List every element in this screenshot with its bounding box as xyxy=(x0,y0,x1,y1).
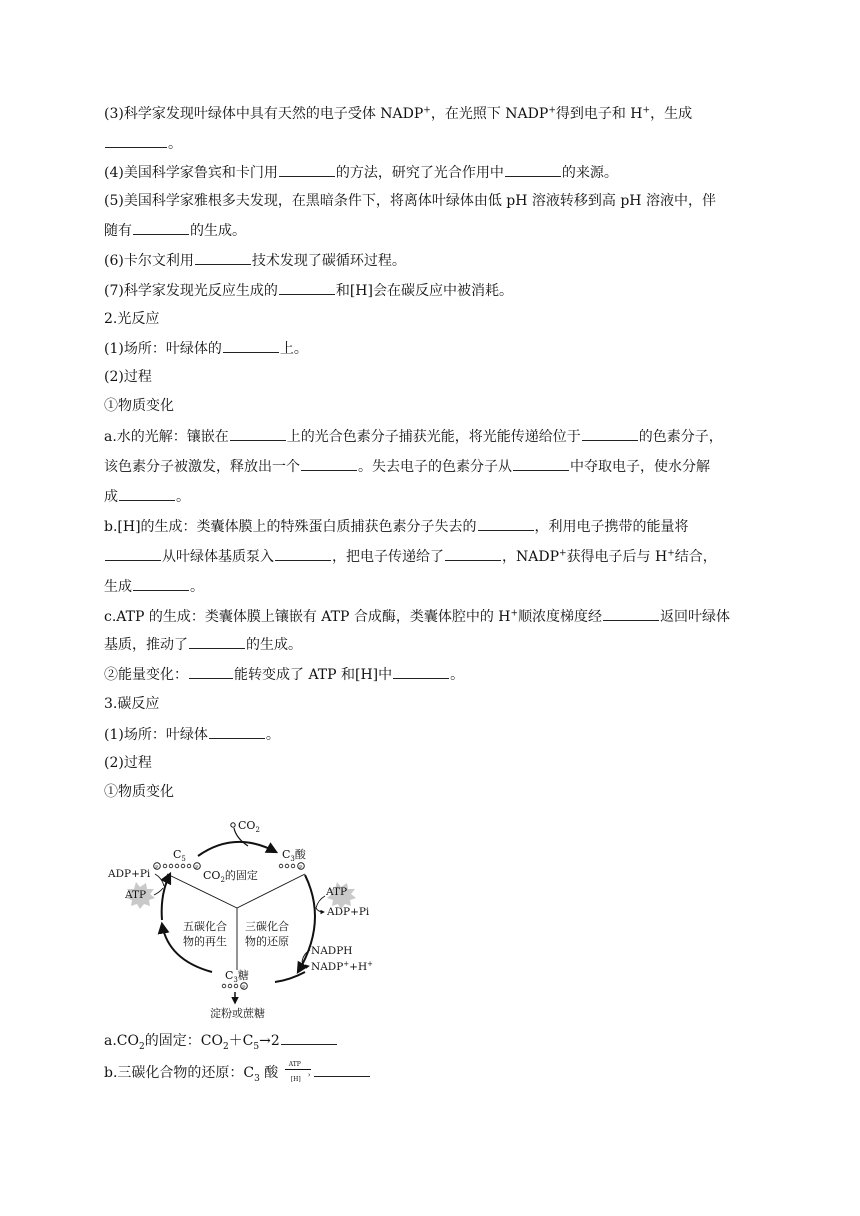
answer-blank[interactable] xyxy=(189,664,233,679)
cycle-arrow-bottom-right xyxy=(275,972,305,982)
adp-right-arrow xyxy=(316,908,324,912)
superscript: + xyxy=(667,548,675,559)
phosphate-label: P xyxy=(195,865,199,871)
text: (3)科学家发现叶绿体中具有天然的电子受体 NADP xyxy=(104,106,424,122)
superscript: + xyxy=(559,548,567,559)
text-line xyxy=(104,576,204,597)
answer-blank[interactable] xyxy=(209,724,265,739)
cycle-arrow-right xyxy=(298,875,315,972)
regeneration-label-2: 物的再生 xyxy=(183,935,227,948)
text: →2 xyxy=(259,1033,280,1049)
regeneration-label-1: 五碳化合 xyxy=(183,920,227,933)
answer-blank[interactable] xyxy=(301,456,357,471)
text: 的色素分子， xyxy=(638,429,723,445)
answer-blank[interactable] xyxy=(445,546,501,561)
co2-dot xyxy=(231,823,235,827)
phosphate-label: P xyxy=(155,865,159,871)
atp-right-arrow xyxy=(316,896,325,908)
text: ，生成 xyxy=(650,106,693,122)
text: 的生成。 xyxy=(246,637,302,653)
text-line xyxy=(104,546,717,567)
answer-blank[interactable] xyxy=(279,162,335,177)
answer-blank[interactable] xyxy=(393,664,449,679)
arrow-head: › xyxy=(307,1071,311,1079)
subscript: 2 xyxy=(139,1041,145,1052)
text: 上。 xyxy=(279,341,308,357)
text-line xyxy=(104,486,190,507)
adp-pi-left-label: ADP+Pi xyxy=(108,868,151,880)
cycle-arrow-left xyxy=(162,874,170,920)
answer-blank[interactable] xyxy=(603,606,659,621)
text-line xyxy=(104,133,182,154)
superscript: + xyxy=(548,105,556,116)
text: 顺浓度梯度经 xyxy=(518,609,603,625)
answer-blank[interactable] xyxy=(223,338,279,353)
nadp-label: NADP++H+ xyxy=(311,960,373,973)
nadph-label: NADPH xyxy=(311,945,353,957)
superscript: + xyxy=(510,608,519,619)
text: (5)美国科学家雅根多夫发现，在黑暗条件下，将离体叶绿体由低 pH 溶液转移到高 pH 溶液中，伴 xyxy=(104,193,716,209)
answer-blank[interactable] xyxy=(505,162,561,177)
c3-acid-chain xyxy=(279,863,304,871)
text: 随有 xyxy=(104,223,132,239)
text: 生成 xyxy=(104,579,132,595)
text: ＋C xyxy=(228,1033,254,1049)
text-line xyxy=(104,634,302,655)
text: 能转变成了 ATP 和[H]中 xyxy=(234,667,393,683)
answer-blank[interactable] xyxy=(275,546,331,561)
phosphate-label: P xyxy=(242,985,246,991)
answer-blank[interactable] xyxy=(513,456,569,471)
answer-blank[interactable] xyxy=(314,1062,370,1077)
section-heading: 2.光反应 xyxy=(104,311,160,327)
reaction-arrow xyxy=(283,1062,313,1082)
text-line xyxy=(104,162,618,183)
text: 返回叶绿体 xyxy=(660,609,731,625)
answer-blank[interactable] xyxy=(195,250,251,265)
text: (6)卡尔文利用 xyxy=(104,253,194,269)
text: 和[H]会在碳反应中被消耗。 xyxy=(335,283,513,299)
text: 结合， xyxy=(674,549,717,565)
arrow-bottom-label: [H] xyxy=(290,1076,301,1083)
c5-chain xyxy=(154,863,201,871)
reduction-label-2: 物的还原 xyxy=(245,935,289,948)
fixation-label: $CO_2$的固定 xyxy=(203,869,258,884)
text: 的生成。 xyxy=(190,223,246,239)
text-line xyxy=(104,456,710,477)
answer-blank[interactable] xyxy=(279,280,335,295)
text: (7)科学家发现光反应生成的 xyxy=(104,283,278,299)
text: 技术发现了碳循环过程。 xyxy=(251,253,406,269)
text: 从叶绿体基质泵入 xyxy=(162,549,274,565)
text-line xyxy=(104,426,723,447)
subscript: 2 xyxy=(222,1041,229,1052)
answer-blank[interactable] xyxy=(230,426,286,441)
text-line xyxy=(104,664,464,685)
text: b.三碳化合物的还原：C xyxy=(104,1065,255,1081)
answer-blank[interactable] xyxy=(105,546,161,561)
text: 的方法，研究了光合作用中 xyxy=(335,165,504,181)
text-line xyxy=(104,191,716,211)
text-line xyxy=(104,220,246,241)
phosphate-label: P xyxy=(299,865,303,871)
text: 酸 xyxy=(259,1065,279,1081)
subheading: ①物质变化 xyxy=(104,784,174,800)
text: (1)场所：叶绿体的 xyxy=(104,341,222,357)
adp-left-arrow xyxy=(155,874,164,886)
text: ②能量变化： xyxy=(104,667,188,683)
starch-label: 淀粉或蔗糖 xyxy=(210,1007,265,1020)
superscript: + xyxy=(642,105,651,116)
subscript: 3 xyxy=(254,1073,260,1084)
text: 的来源。 xyxy=(561,165,618,181)
text: 。 xyxy=(168,136,182,152)
text-line xyxy=(104,606,730,627)
subheading: (2)过程 xyxy=(104,369,152,385)
c5-label: $C_5$ xyxy=(173,848,186,863)
text: 该色素分子被激发，释放出一个 xyxy=(104,459,300,475)
text: 。 xyxy=(190,579,204,595)
text-line xyxy=(104,516,689,537)
atp-left-arrow xyxy=(154,888,163,895)
text-line xyxy=(104,724,280,745)
text-line xyxy=(104,1062,371,1083)
text: 。 xyxy=(176,489,190,505)
text: ，在光照下 NADP xyxy=(430,106,549,122)
answer-blank[interactable] xyxy=(189,634,245,649)
text-line xyxy=(104,104,692,124)
answer-blank[interactable] xyxy=(478,516,534,531)
subheading: ①物质变化 xyxy=(104,398,174,414)
text: 成 xyxy=(104,489,118,505)
text-line xyxy=(104,338,308,359)
atp-right-label: ATP xyxy=(326,886,348,898)
adp-pi-right-label: ADP+Pi xyxy=(327,906,370,918)
answer-blank[interactable] xyxy=(582,426,638,441)
text: b.[H]的生成：类囊体膜上的特殊蛋白质捕获色素分子失去的 xyxy=(104,519,477,535)
answer-blank[interactable] xyxy=(281,1030,337,1045)
text: 得到电子和 H xyxy=(555,106,643,122)
text: c.ATP 的生成：类囊体膜上镶嵌有 ATP 合成酶，类囊体腔中的 H xyxy=(104,609,511,625)
section-heading: 3.碳反应 xyxy=(104,696,160,712)
text: 中夺取电子，使水分解 xyxy=(570,459,710,475)
text-line xyxy=(104,250,406,271)
answer-blank[interactable] xyxy=(133,576,189,591)
text: ，利用电子携带的能量将 xyxy=(534,519,689,535)
text: a.CO xyxy=(104,1033,139,1049)
superscript: + xyxy=(423,105,431,116)
answer-blank[interactable] xyxy=(105,133,167,148)
subheading: (2)过程 xyxy=(104,755,152,771)
text: 。 xyxy=(450,667,465,683)
c3-sugar-label: $C_3$糖 xyxy=(225,969,249,984)
calvin-cycle-diagram xyxy=(100,812,390,1027)
text: 上的光合色素分子捕获光能，将光能传递给位于 xyxy=(286,429,581,445)
c3-acid-label: $C_3$酸 xyxy=(282,848,306,863)
text: (1)场所：叶绿体 xyxy=(104,727,208,743)
text: ，NADP xyxy=(502,549,560,565)
co2-label: $CO_2$ xyxy=(238,819,260,834)
atp-left-label: ATP xyxy=(125,889,147,901)
text-line xyxy=(104,1030,338,1051)
text: 基质，推动了 xyxy=(104,637,188,653)
text: 的固定：CO xyxy=(144,1033,223,1049)
answer-blank[interactable] xyxy=(119,486,175,501)
cycle-arrow-top xyxy=(198,842,276,856)
text: 获得电子后与 H xyxy=(566,549,668,565)
text: (4)美国科学家鲁宾和卡门用 xyxy=(104,165,278,181)
text: 。失去电子的色素分子从 xyxy=(358,459,512,475)
subscript: 5 xyxy=(253,1041,260,1052)
text: ，把电子传递给了 xyxy=(332,549,444,565)
text: 。 xyxy=(265,727,280,743)
reduction-label-1: 三碳化合 xyxy=(245,920,289,933)
text: a.水的光解：镶嵌在 xyxy=(104,429,229,445)
answer-blank[interactable] xyxy=(133,220,189,235)
arrow-top-label: ATP xyxy=(288,1061,301,1068)
text-line xyxy=(104,280,513,301)
